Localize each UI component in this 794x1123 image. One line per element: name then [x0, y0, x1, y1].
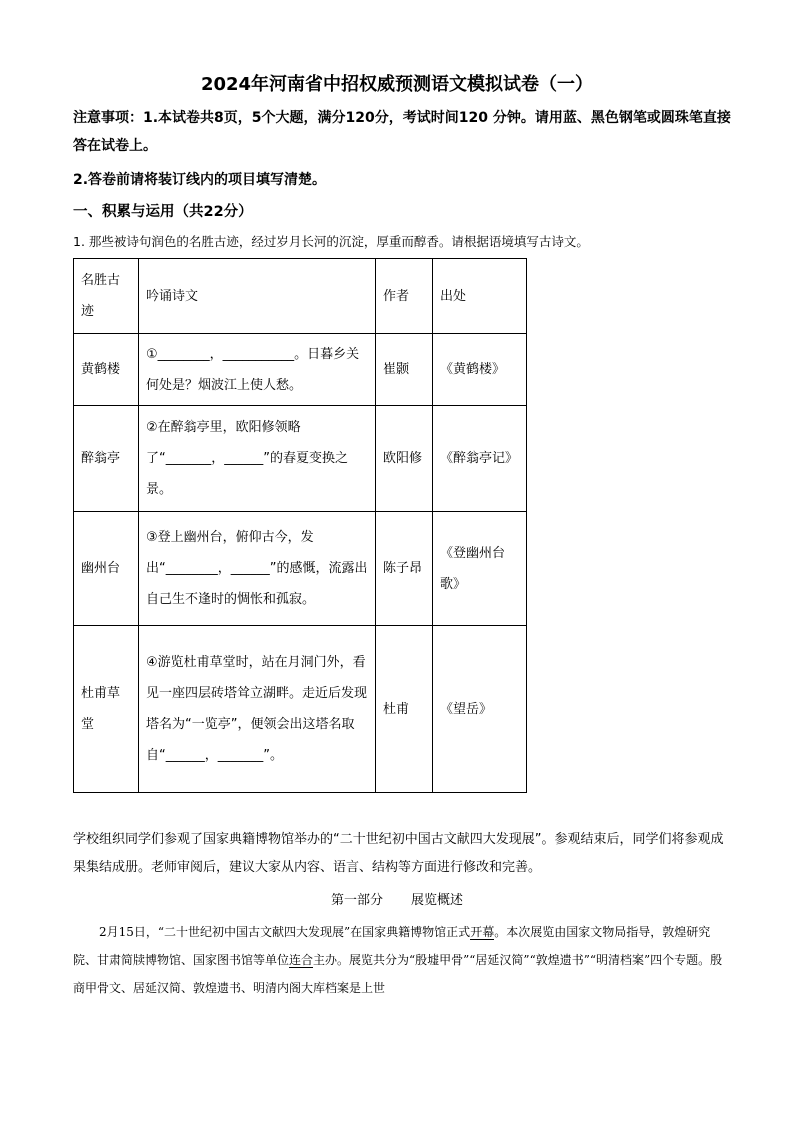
poem-table: [73, 258, 527, 793]
part-label: 第一部分: [330, 893, 383, 908]
table-header-row: [74, 259, 527, 334]
poem-fill-cell[interactable]: ①________，___________。日暮乡关何处是？烟波江上使人愁。: [139, 334, 376, 406]
author-cell: 崔颢: [376, 334, 433, 406]
table-header-cell: 名胜古迹: [74, 259, 139, 334]
section-heading: 一、积累与运用（共22分）: [73, 204, 253, 220]
author-cell: 陈子昂: [376, 512, 433, 626]
underlined-word: 连合: [289, 953, 314, 967]
table-header-cell: 吟诵诗文: [139, 259, 376, 334]
exam-title: 2024年河南省中招权威预测语文模拟试卷（一）: [200, 74, 594, 95]
passage-text: 主办。展览共分为“殷墟甲骨”“居延汉简”“敦煌遗书”“明清档案”四个专题。殷商甲骨文、居延汉简、敦煌遗书、明清内阁大库档案是上世: [73, 953, 723, 995]
source-cell: 《登幽州台歌》: [433, 512, 527, 626]
place-cell: 黄鹤楼: [74, 334, 139, 406]
poem-fill-cell[interactable]: ②在醉翁亭里，欧阳修领略了“_______，______”的春夏变换之景。: [139, 406, 376, 512]
table-header-cell: 作者: [376, 259, 433, 334]
part-heading: [0, 890, 794, 912]
poem-fill-cell[interactable]: ③登上幽州台，俯仰古今，发出“________，______”的感慨，流露出自己生不逢时的惆怅和孤寂。: [139, 512, 376, 626]
part-name: 展览概述: [411, 893, 464, 908]
instructions-note-2: 2.答卷前请将装订线内的项目填写清楚。: [73, 172, 327, 188]
table-row: [74, 334, 527, 406]
table-row: [74, 406, 527, 512]
instructions-note-1: 注意事项：1.本试卷共8页，5个大题，满分120分，考试时间120 分钟。请用蓝、黑色钢笔或圆珠笔直接答在试卷上。: [73, 110, 731, 154]
underlined-word: 开幕: [470, 925, 495, 939]
question-1-prompt: 1. 那些被诗句润色的名胜古迹，经过岁月长河的沉淀，厚重而醇香。请根据语境填写古诗文。: [73, 234, 589, 249]
table-header-cell: 出处: [433, 259, 527, 334]
table-row: [74, 512, 527, 626]
passage-text: 。本次展览由国家文物局指导，敦煌研究院、甘肃简牍博物馆、国家图书馆等单位: [73, 925, 711, 967]
source-cell: 《黄鹤楼》: [433, 334, 527, 406]
passage-text: 2月15日，“二十世纪初中国古文献四大发现展”在国家典籍博物馆正式: [99, 925, 471, 939]
source-cell: 《望岳》: [433, 626, 527, 793]
author-cell: 杜甫: [376, 626, 433, 793]
source-cell: 《醉翁亭记》: [433, 406, 527, 512]
table-row: [74, 626, 527, 793]
place-cell: 醉翁亭: [74, 406, 139, 512]
place-cell: 幽州台: [74, 512, 139, 626]
poem-fill-cell[interactable]: ④游览杜甫草堂时，站在月洞门外，看见一座四层砖塔耸立湖畔。走近后发现塔名为“一览亭”，便领会出这塔名取自“______，_______”。: [139, 626, 376, 793]
passage-paragraph: [73, 918, 733, 1002]
author-cell: 欧阳修: [376, 406, 433, 512]
intro-paragraph: 学校组织同学们参观了国家典籍博物馆举办的“二十世纪初中国古文献四大发现展”。参观结束后，同学们将参观成果集结成册。老师审阅后，建议大家从内容、语言、结构等方面进行修改和完善。: [73, 832, 724, 875]
place-cell: 杜甫草堂: [74, 626, 139, 793]
